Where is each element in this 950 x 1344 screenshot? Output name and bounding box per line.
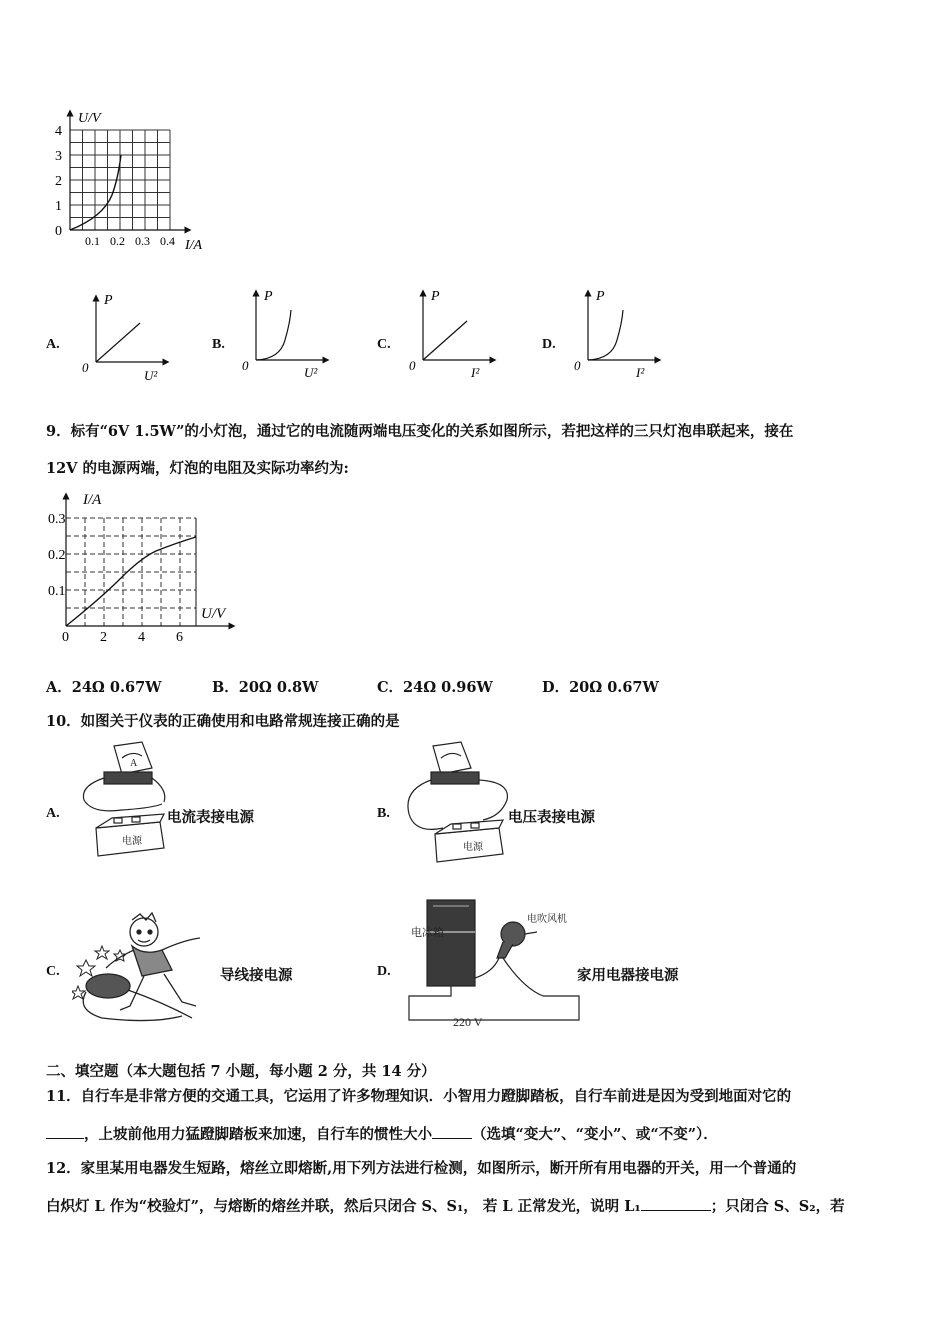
graph-origin: 0	[242, 358, 249, 373]
y-tick: 2	[55, 174, 62, 189]
q12-line2-text-b: ；只闭合 S、S₂，若	[710, 1198, 845, 1215]
y-tick: 1	[55, 199, 62, 214]
q9-option-b[interactable]: B．20Ω 0.8W	[212, 679, 319, 696]
graph-y-label: P	[104, 293, 113, 308]
q9-option-d[interactable]: D．20Ω 0.67W	[542, 679, 659, 696]
q9-text-line1: 9．标有“6V 1.5W”的小灯泡，通过它的电流随两端电压变化的关系如图所示，若把这样的三只灯泡串联起来，接在	[46, 423, 794, 440]
y-tick: 0.2	[48, 548, 66, 563]
q11-line2	[46, 1123, 718, 1144]
x-axis-label: I/A	[185, 238, 203, 253]
q10-option-a-caption[interactable]: 电流表接电源	[167, 809, 254, 826]
q9-option-c[interactable]: C．24Ω 0.96W	[377, 679, 493, 696]
q11-blank-2[interactable]	[432, 1124, 472, 1140]
graph-line	[96, 323, 140, 362]
q8-option-a-letter: A.	[46, 337, 60, 352]
q11-line1: 11．自行车是非常方便的交通工具，它运用了许多物理知识．小智用力蹬脚踏板，自行车前进是因为受到地面对它的	[46, 1088, 792, 1105]
y-axis-label: I/A	[83, 492, 102, 508]
q12-line2	[46, 1195, 845, 1216]
q10-option-d-letter: D.	[377, 964, 391, 979]
x-axis-label: U/V	[201, 606, 226, 622]
q8-option-c-graph[interactable]	[405, 285, 500, 380]
q10-option-b-letter: B.	[377, 806, 390, 821]
battery-icon	[86, 974, 130, 998]
graph-x-label: I²	[636, 365, 645, 380]
graph-origin: 0	[409, 358, 416, 373]
q9-option-a[interactable]: A．24Ω 0.67W	[46, 679, 162, 696]
q10-option-c-letter: C.	[46, 964, 60, 979]
graph-curve	[588, 310, 623, 360]
x-tick: 6	[176, 630, 183, 645]
y-tick: 4	[55, 124, 62, 139]
graph-x-label: I²	[471, 365, 480, 380]
q10-option-c-caption[interactable]: 导线接电源	[220, 967, 293, 984]
q8-option-b-letter: B.	[212, 337, 225, 352]
voltage-label: 220 V	[453, 1015, 483, 1029]
q8-option-a-graph[interactable]	[78, 290, 173, 385]
short-circuit-person-illustration	[72, 910, 217, 1030]
grid-lines	[70, 130, 170, 230]
y-tick: 0.1	[48, 584, 66, 599]
q11-line2-text-b: （选填“变大”、“变小”、或“不变”）．	[472, 1126, 718, 1143]
section2-heading: 二、填空题（本大题包括 7 小题，每小题 2 分，共 14 分）	[46, 1063, 436, 1080]
q11-line2-text-a: ，上坡前他用力猛蹬脚踏板来加速，自行车的惯性大小	[84, 1126, 432, 1143]
fridge-label	[411, 925, 444, 939]
y-axis-label: U/V	[78, 111, 101, 126]
x-tick: 0.1	[85, 234, 100, 248]
y-tick: 0	[55, 224, 62, 239]
q10-question: 10．如图关于仪表的正确使用和电路常规连接正确的是	[46, 713, 400, 730]
household-appliances-illustration	[403, 892, 588, 1032]
q12-line2-text-a: 白炽灯 L 作为“校验灯”，与熔断的熔丝并联，然后只闭合 S、S₁， 若 L 正常发光，说明 L₁	[46, 1198, 641, 1215]
graph-curve	[256, 310, 291, 360]
battery-label: 电源	[463, 842, 483, 853]
q10-option-b-caption[interactable]: 电压表接电源	[508, 809, 595, 826]
x-tick: 0	[62, 630, 69, 645]
graph-y-label: P	[264, 289, 273, 304]
voltmeter-battery-illustration	[403, 738, 513, 868]
y-tick: 3	[55, 149, 62, 164]
x-tick: 0.3	[135, 234, 150, 248]
x-tick: 0.4	[160, 234, 175, 248]
graph-line	[423, 321, 467, 360]
battery-label: 电源	[122, 836, 142, 847]
x-tick: 0.2	[110, 234, 125, 248]
voltmeter-icon	[433, 742, 471, 774]
y-tick: 0.3	[48, 512, 66, 527]
q8-option-c-letter: C.	[377, 337, 391, 352]
ammeter-battery-illustration	[72, 738, 172, 868]
u-i-graph	[48, 105, 218, 255]
q10-option-d-caption[interactable]: 家用电器接电源	[577, 967, 679, 984]
q10-option-a-letter: A.	[46, 806, 60, 821]
q8-option-d-graph[interactable]	[570, 285, 665, 380]
x-tick: 4	[138, 630, 145, 645]
graph-y-label: P	[596, 289, 605, 304]
q8-option-d-letter: D.	[542, 337, 556, 352]
fridge-label-text: 电冰箱	[411, 927, 444, 939]
q8-option-b-graph[interactable]	[238, 285, 333, 380]
q12-blank-1[interactable]	[641, 1196, 711, 1212]
fridge-icon	[427, 900, 475, 986]
hair-dryer-label: 电吹风机	[527, 914, 567, 925]
q12-line1: 12．家里某用电器发生短路，熔丝立即熔断,用下列方法进行检测，如图所示，断开所有用电器的开关，用一个普通的	[46, 1160, 797, 1177]
q9-text-line2: 12V 的电源两端，灯泡的电阻及实际功率约为:	[46, 460, 349, 477]
graph-origin: 0	[82, 360, 89, 375]
graph-origin: 0	[574, 358, 581, 373]
q11-blank-1[interactable]	[46, 1124, 84, 1140]
svg-text:A: A	[130, 758, 138, 769]
graph-x-label: U²	[144, 368, 158, 383]
x-tick: 2	[100, 630, 107, 645]
graph-y-label: P	[431, 289, 440, 304]
graph-x-label: U²	[304, 365, 318, 380]
i-u-graph	[46, 488, 246, 648]
